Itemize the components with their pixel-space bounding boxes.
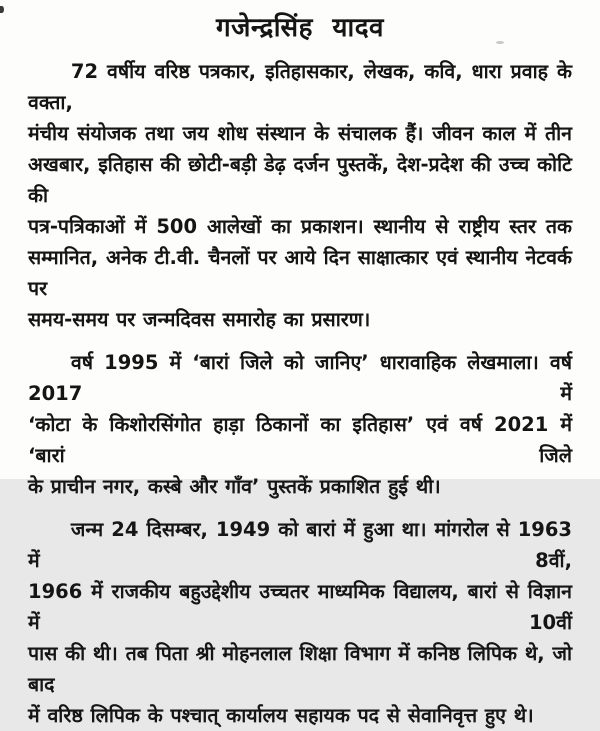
paragraph: [28, 514, 572, 731]
text-line: 72 वर्षीय वरिष्ठ पत्रकार, इतिहासकार, लेखक, कवि, धारा प्रवाह के वक्ता,: [28, 60, 572, 114]
text-line: पास की थी। तब पिता श्री मोहनलाल शिक्षा विभाग में कनिष्ठ लिपिक थे, जो बाद: [28, 642, 573, 696]
text-line: 1966 में राजकीय बहुउद्देशीय उच्चतर माध्यमिक विद्यालय, बारां से विज्ञान में 10वीं: [28, 580, 572, 634]
text-line: के प्राचीन नगर, कस्बे और गाँव’ पुस्तकें प्रकाशित हुई थी।: [28, 475, 441, 498]
page-title: गजेन्द्रसिंह यादव: [215, 13, 384, 43]
scan-speck: [0, 6, 4, 13]
text-line: जन्म 24 दिसम्बर, 1949 को बारां में हुआ था। मांगरोल से 1963 में 8वीं,: [28, 518, 572, 572]
text-line: ‘कोटा के किशोरसिंगोत हाड़ा ठिकानों का इतिहास’ एवं वर्ष 2021 में ‘बारां जिले: [28, 413, 572, 467]
text-line: अखबार, इतिहास की छोटी-बड़ी डेढ़ दर्जन पुस्तकें, देश-प्रदेश की उच्च कोटि की: [28, 153, 572, 207]
paragraph: [28, 347, 572, 502]
text-line: में वरिष्ठ लिपिक के पश्चात् कार्यालय सहायक पद से सेवानिवृत्त हुए थे।: [28, 704, 534, 727]
paragraph: [28, 56, 572, 335]
text-line: मंचीय संयोजक तथा जय शोध संस्थान के संचालक हैं। जीवन काल में तीन: [28, 122, 572, 145]
body-text: [28, 56, 572, 731]
scan-speck: [496, 41, 504, 44]
text-line: वर्ष 1995 में ‘बारां जिले को जानिए’ धारावाहिक लेखमाला। वर्ष 2017 में: [28, 351, 572, 405]
text-line: समय-समय पर जन्मदिवस समारोह का प्रसारण।: [28, 308, 371, 331]
text-line: सम्मानित, अनेक टी.वी. चैनलों पर आये दिन साक्षात्कार एवं स्थानीय नेटवर्क पर: [28, 246, 572, 300]
text-line: पत्र-पत्रिकाओं में 500 आलेखों का प्रकाशन। स्थानीय से राष्ट्रीय स्तर तक: [28, 215, 572, 238]
